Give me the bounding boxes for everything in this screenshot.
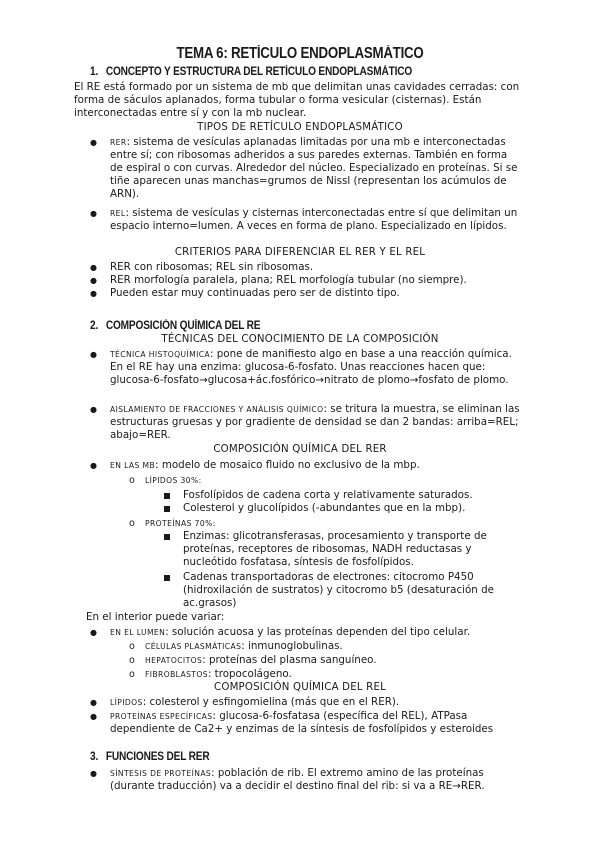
- bullet-rel-proteinas: [110, 710, 520, 736]
- subheading-criterios: CRITERIOS PARA DIFERENCIAR EL RER Y EL REL: [174, 247, 426, 258]
- term-text: : solución acuosa y las proteínas dependen del tipo celular.: [165, 626, 471, 638]
- term-label: REL: [110, 209, 126, 218]
- term-text: : glucosa-6-fosfatasa (específica del REL), ATPasa dependiente de Ca2+ y enzimas de la síntesis de fosfolípidos y esteroides: [110, 710, 494, 735]
- document-title: TEMA 6: RETÍCULO ENDOPLASMÁTICO: [176, 45, 424, 62]
- sub-bullet-proteinas: [145, 517, 525, 530]
- term-label: TÉCNICA HISTOQUÍMICA: [110, 350, 211, 359]
- section-3-heading: [90, 751, 210, 763]
- term-text: : pone de manifiesto algo en base a una reacción química. En el RE hay una enzima: glucosa-6-fosfato. Unas reacciones hacen que: glucosa-6-fosfato→glucosa+ác.fosfórico→nitrato de plomo→fosfato de plomo.: [110, 348, 512, 386]
- section-number: 3.: [90, 751, 99, 763]
- term-label: PROTEÍNAS 70%:: [145, 519, 216, 528]
- bullet-tecnica-histoquimica: [110, 348, 520, 387]
- term-text: : población de rib. El extremo amino de las proteínas (durante traducción) va a decidir el destino final del rib: si va a RE→RER.: [110, 767, 485, 792]
- bullet-criterio: ● RER con ribosomas; REL sin ribosomas.: [110, 261, 520, 274]
- subheading-composicion-rer: COMPOSICIÓN QUÍMICA DEL RER: [213, 444, 387, 455]
- term-label: EN EL LUMEN: [110, 628, 166, 637]
- sub-bullet-lumen: [145, 640, 525, 653]
- bullet-membranas: [110, 459, 520, 472]
- sub-bullet-lipidos: [145, 474, 525, 487]
- section-2-heading: [90, 320, 260, 332]
- list-item-proteina: Enzimas: glicotransferasas, procesamiento y transporte de proteínas, receptores de ribosomas, NADH reductasas y nucleótido fosfatasa, síntesis de fosfolípidos.: [183, 530, 523, 569]
- term-label: LÍPIDOS 30%:: [145, 476, 202, 485]
- term-label: FIBROBLASTOS: [145, 670, 208, 679]
- sub-bullet-lumen: [145, 654, 525, 667]
- term-text: : tropocolágeno.: [207, 668, 292, 680]
- bullet-rel: [110, 207, 520, 233]
- section-number: 2.: [90, 320, 99, 332]
- bullet-lumen: [110, 626, 520, 639]
- interior-note: En el interior puede variar:: [86, 611, 225, 623]
- section-title: CONCEPTO Y ESTRUCTURA DEL RETÍCULO ENDOPLASMÁTICO: [105, 66, 413, 78]
- term-text: : sistema de vesículas aplanadas limitadas por una mb e interconectadas entre sí; con ribosomas adheridos a sus paredes externas. También en forma de espiral o con curvas. Alrededor del núcleo. Especializado en proteínas. Si se tiñe aparecen unas manchas=grumos de Nissl (representan los acúmulos de ARN).: [110, 136, 518, 200]
- term-label: SÍNTESIS DE PROTEÍNAS: [110, 769, 212, 778]
- term-label: RER: [110, 138, 127, 147]
- term-text: : inmunoglobulinas.: [241, 640, 343, 652]
- intro-paragraph: El RE está formado por un sistema de mb que delimitan unas cavidades cerradas: con forma de sáculos aplanados, forma tubular o forma vesicular (cisternas). Están interconectadas entre sí y con la mb nuclear.: [74, 81, 520, 119]
- term-text: : colesterol y esfingomielina (más que en el RER).: [142, 696, 400, 708]
- term-label: EN LAS MB: [110, 461, 156, 470]
- list-item-lipido: Fosfolípidos de cadena corta y relativamente saturados.: [183, 489, 523, 502]
- bullet-aislamiento: [110, 403, 520, 442]
- bullet-sintesis-proteinas: [110, 767, 520, 793]
- section-title: COMPOSICIÓN QUÍMICA DEL RE: [105, 320, 261, 332]
- term-label: PROTEÍNAS ESPECÍFICAS: [110, 712, 213, 721]
- subheading-tipos: TIPOS DE RETÍCULO ENDOPLASMÁTICO: [197, 122, 403, 133]
- term-text: : modelo de mosaico fluido no exclusivo de la mbp.: [155, 459, 420, 471]
- term-label: CÉLULAS PLASMÁTICAS: [145, 642, 242, 651]
- bullet-rel-lipidos: [110, 696, 520, 709]
- bullet-criterio: ● RER morfología paralela, plana; REL morfología tubular (no siempre).: [110, 274, 520, 287]
- term-text: : sistema de vesículas y cisternas interconectadas entre sí que delimitan un espacio interno=lumen. A veces en forma de plano. Especializado en lípidos.: [110, 207, 518, 232]
- sub-bullet-lumen: [145, 668, 525, 681]
- subheading-composicion-rel: COMPOSICIÓN QUÍMICA DEL REL: [214, 682, 386, 693]
- term-text: : se tritura la muestra, se eliminan las estructuras gruesas y por gradiente de densidad se dan 2 bandas: arriba=REL; abajo=RER.: [110, 403, 520, 441]
- term-text: : proteínas del plasma sanguíneo.: [202, 654, 377, 666]
- list-item-proteina: Cadenas transportadoras de electrones: citocromo P450 (hidroxilación de sustratos) y citocromo b5 (desaturación de ac.grasos): [183, 571, 523, 610]
- section-number: 1.: [90, 66, 99, 78]
- subheading-tecnicas: TÉCNICAS DEL CONOCIMIENTO DE LA COMPOSICIÓN: [161, 334, 439, 345]
- term-label: HEPATOCITOS: [145, 656, 203, 665]
- bullet-criterio: ● Pueden estar muy continuadas pero ser de distinto tipo.: [110, 287, 520, 300]
- section-title: FUNCIONES DEL RER: [105, 751, 210, 763]
- bullet-rer: [110, 136, 520, 201]
- list-item-lipido: Colesterol y glucolípidos (-abundantes que en la mbp).: [183, 502, 523, 515]
- term-label: LÍPIDOS: [110, 698, 143, 707]
- term-label: AISLAMIENTO DE FRACCIONES Y ANÁLISIS QUÍMICO: [110, 405, 324, 414]
- section-1-heading: [90, 66, 412, 78]
